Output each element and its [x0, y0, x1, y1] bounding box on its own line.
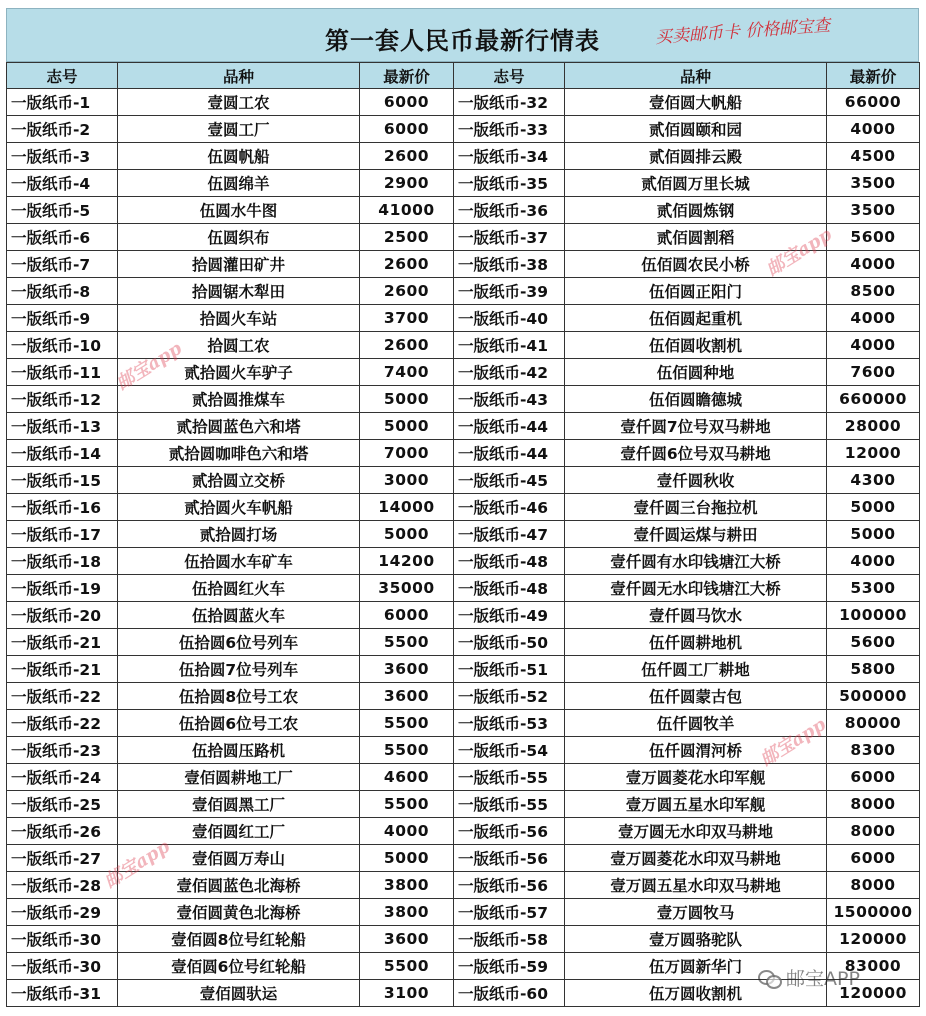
price-cell: 3500	[827, 170, 920, 197]
brand-label: 邮宝APP	[786, 968, 860, 990]
name-cell: 伍仟圆牧羊	[565, 710, 827, 737]
name-cell: 伍佰圆农民小桥	[565, 251, 827, 278]
table-row	[7, 494, 920, 521]
column-header: 最新价	[827, 63, 920, 89]
price-cell: 3800	[360, 899, 454, 926]
price-cell: 28000	[827, 413, 920, 440]
price-cell: 4000	[827, 332, 920, 359]
name-cell: 贰拾圆立交桥	[118, 467, 360, 494]
name-cell: 伍万圆收割机	[565, 980, 827, 1007]
table-row	[7, 818, 920, 845]
price-cell: 660000	[827, 386, 920, 413]
code-cell: 一版纸币-20	[7, 602, 118, 629]
price-cell: 6000	[827, 764, 920, 791]
name-cell: 伍拾圆7位号列车	[118, 656, 360, 683]
price-cell: 3500	[827, 197, 920, 224]
code-cell: 一版纸币-47	[454, 521, 565, 548]
name-cell: 贰佰圆割稻	[565, 224, 827, 251]
name-cell: 壹仟圆三台拖拉机	[565, 494, 827, 521]
code-cell: 一版纸币-9	[7, 305, 118, 332]
price-cell: 5500	[360, 737, 454, 764]
code-cell: 一版纸币-51	[454, 656, 565, 683]
name-cell: 壹仟圆6位号双马耕地	[565, 440, 827, 467]
price-cell: 4000	[827, 116, 920, 143]
price-cell: 2600	[360, 332, 454, 359]
name-cell: 壹万圆五星水印双马耕地	[565, 872, 827, 899]
code-cell: 一版纸币-25	[7, 791, 118, 818]
code-cell: 一版纸币-60	[454, 980, 565, 1007]
table-row	[7, 89, 920, 116]
price-cell: 8300	[827, 737, 920, 764]
price-cell: 14000	[360, 494, 454, 521]
title-bar	[6, 8, 919, 62]
price-cell: 120000	[827, 980, 920, 1007]
name-cell: 贰拾圆咖啡色六和塔	[118, 440, 360, 467]
column-header: 品种	[118, 63, 360, 89]
name-cell: 伍拾圆红火车	[118, 575, 360, 602]
price-cell: 5000	[827, 521, 920, 548]
table-row	[7, 467, 920, 494]
price-cell: 14200	[360, 548, 454, 575]
price-cell: 7600	[827, 359, 920, 386]
table-header-row	[7, 63, 920, 89]
code-cell: 一版纸币-23	[7, 737, 118, 764]
price-cell: 3600	[360, 683, 454, 710]
code-cell: 一版纸币-46	[454, 494, 565, 521]
price-cell: 5000	[360, 413, 454, 440]
name-cell: 拾圆火车站	[118, 305, 360, 332]
code-cell: 一版纸币-32	[454, 89, 565, 116]
table-row	[7, 413, 920, 440]
price-cell: 5000	[827, 494, 920, 521]
table-row	[7, 116, 920, 143]
watermark: 邮宝app	[756, 714, 830, 771]
price-sheet	[6, 8, 919, 1007]
table-row	[7, 386, 920, 413]
name-cell: 伍拾圆6位号工农	[118, 710, 360, 737]
code-cell: 一版纸币-21	[7, 629, 118, 656]
name-cell: 伍仟圆蒙古包	[565, 683, 827, 710]
code-cell: 一版纸币-43	[454, 386, 565, 413]
code-cell: 一版纸币-24	[7, 764, 118, 791]
price-cell: 3600	[360, 656, 454, 683]
price-cell: 7000	[360, 440, 454, 467]
name-cell: 壹万圆无水印双马耕地	[565, 818, 827, 845]
price-cell: 35000	[360, 575, 454, 602]
price-cell: 3700	[360, 305, 454, 332]
name-cell: 壹佰圆红工厂	[118, 818, 360, 845]
code-cell: 一版纸币-48	[454, 548, 565, 575]
column-header: 最新价	[360, 63, 454, 89]
table-row	[7, 953, 920, 980]
name-cell: 壹万圆五星水印军舰	[565, 791, 827, 818]
name-cell: 伍佰圆正阳门	[565, 278, 827, 305]
price-cell: 4000	[360, 818, 454, 845]
code-cell: 一版纸币-29	[7, 899, 118, 926]
table-row	[7, 143, 920, 170]
name-cell: 壹仟圆7位号双马耕地	[565, 413, 827, 440]
name-cell: 壹万圆菱花水印军舰	[565, 764, 827, 791]
name-cell: 壹仟圆有水印钱塘江大桥	[565, 548, 827, 575]
code-cell: 一版纸币-50	[454, 629, 565, 656]
name-cell: 壹仟圆马饮水	[565, 602, 827, 629]
name-cell: 壹佰圆耕地工厂	[118, 764, 360, 791]
table-row	[7, 764, 920, 791]
price-cell: 6000	[360, 602, 454, 629]
price-cell: 6000	[360, 116, 454, 143]
code-cell: 一版纸币-55	[454, 764, 565, 791]
code-cell: 一版纸币-44	[454, 413, 565, 440]
watermark: 邮宝app	[762, 224, 836, 281]
price-cell: 5500	[360, 791, 454, 818]
table-row	[7, 332, 920, 359]
name-cell: 伍仟圆耕地机	[565, 629, 827, 656]
table-row	[7, 548, 920, 575]
name-cell: 贰拾圆蓝色六和塔	[118, 413, 360, 440]
table-row	[7, 170, 920, 197]
table-row	[7, 980, 920, 1007]
name-cell: 壹仟圆无水印钱塘江大桥	[565, 575, 827, 602]
code-cell: 一版纸币-56	[454, 845, 565, 872]
name-cell: 贰佰圆炼钢	[565, 197, 827, 224]
name-cell: 伍佰圆起重机	[565, 305, 827, 332]
price-cell: 80000	[827, 710, 920, 737]
table-row	[7, 629, 920, 656]
name-cell: 拾圆锯木犁田	[118, 278, 360, 305]
name-cell: 壹佰圆6位号红轮船	[118, 953, 360, 980]
slogan: 买卖邮币卡 价格邮宝查	[654, 15, 831, 48]
table-row	[7, 305, 920, 332]
table-row	[7, 521, 920, 548]
code-cell: 一版纸币-28	[7, 872, 118, 899]
name-cell: 壹圆工厂	[118, 116, 360, 143]
code-cell: 一版纸币-21	[7, 656, 118, 683]
code-cell: 一版纸币-19	[7, 575, 118, 602]
page-title: 第一套人民币最新行情表	[325, 27, 600, 55]
table-row	[7, 224, 920, 251]
table-row	[7, 656, 920, 683]
table-row	[7, 872, 920, 899]
name-cell: 伍圆织布	[118, 224, 360, 251]
code-cell: 一版纸币-45	[454, 467, 565, 494]
name-cell: 壹仟圆运煤与耕田	[565, 521, 827, 548]
code-cell: 一版纸币-39	[454, 278, 565, 305]
table-row	[7, 440, 920, 467]
name-cell: 壹佰圆大帆船	[565, 89, 827, 116]
name-cell: 贰佰圆排云殿	[565, 143, 827, 170]
name-cell: 伍拾圆蓝火车	[118, 602, 360, 629]
price-cell: 500000	[827, 683, 920, 710]
price-cell: 41000	[360, 197, 454, 224]
price-cell: 5500	[360, 629, 454, 656]
code-cell: 一版纸币-15	[7, 467, 118, 494]
code-cell: 一版纸币-35	[454, 170, 565, 197]
name-cell: 壹佰圆8位号红轮船	[118, 926, 360, 953]
column-header: 志号	[7, 63, 118, 89]
code-cell: 一版纸币-7	[7, 251, 118, 278]
table-row	[7, 737, 920, 764]
table-row	[7, 683, 920, 710]
code-cell: 一版纸币-16	[7, 494, 118, 521]
name-cell: 壹万圆菱花水印双马耕地	[565, 845, 827, 872]
price-cell: 5000	[360, 386, 454, 413]
name-cell: 伍拾圆6位号列车	[118, 629, 360, 656]
price-cell: 2600	[360, 251, 454, 278]
table-row	[7, 278, 920, 305]
name-cell: 伍圆水牛图	[118, 197, 360, 224]
table-row	[7, 899, 920, 926]
table-row	[7, 197, 920, 224]
code-cell: 一版纸币-53	[454, 710, 565, 737]
table-row	[7, 710, 920, 737]
price-cell: 4600	[360, 764, 454, 791]
code-cell: 一版纸币-30	[7, 953, 118, 980]
price-cell: 4000	[827, 251, 920, 278]
price-cell: 5600	[827, 629, 920, 656]
price-cell: 4300	[827, 467, 920, 494]
price-cell: 5500	[360, 953, 454, 980]
name-cell: 壹万圆牧马	[565, 899, 827, 926]
code-cell: 一版纸币-58	[454, 926, 565, 953]
name-cell: 伍圆绵羊	[118, 170, 360, 197]
code-cell: 一版纸币-13	[7, 413, 118, 440]
price-cell: 4000	[827, 548, 920, 575]
name-cell: 伍拾圆8位号工农	[118, 683, 360, 710]
price-cell: 2600	[360, 278, 454, 305]
code-cell: 一版纸币-44	[454, 440, 565, 467]
code-cell: 一版纸币-11	[7, 359, 118, 386]
name-cell: 壹仟圆秋收	[565, 467, 827, 494]
name-cell: 壹佰圆万寿山	[118, 845, 360, 872]
table-row	[7, 251, 920, 278]
table-row	[7, 791, 920, 818]
table-row	[7, 575, 920, 602]
name-cell: 拾圆灌田矿井	[118, 251, 360, 278]
name-cell: 贰佰圆颐和园	[565, 116, 827, 143]
name-cell: 壹圆工农	[118, 89, 360, 116]
code-cell: 一版纸币-49	[454, 602, 565, 629]
name-cell: 拾圆工农	[118, 332, 360, 359]
price-cell: 8000	[827, 872, 920, 899]
price-cell: 5800	[827, 656, 920, 683]
name-cell: 伍仟圆工厂耕地	[565, 656, 827, 683]
name-cell: 贰拾圆打场	[118, 521, 360, 548]
table-row	[7, 845, 920, 872]
price-cell: 1500000	[827, 899, 920, 926]
code-cell: 一版纸币-40	[454, 305, 565, 332]
code-cell: 一版纸币-6	[7, 224, 118, 251]
name-cell: 壹佰圆黑工厂	[118, 791, 360, 818]
price-cell: 120000	[827, 926, 920, 953]
price-cell: 5000	[360, 845, 454, 872]
code-cell: 一版纸币-27	[7, 845, 118, 872]
column-header: 志号	[454, 63, 565, 89]
price-cell: 5000	[360, 521, 454, 548]
name-cell: 贰佰圆万里长城	[565, 170, 827, 197]
column-header: 品种	[565, 63, 827, 89]
name-cell: 贰拾圆火车帆船	[118, 494, 360, 521]
code-cell: 一版纸币-30	[7, 926, 118, 953]
code-cell: 一版纸币-54	[454, 737, 565, 764]
table-row	[7, 926, 920, 953]
price-cell: 4000	[827, 305, 920, 332]
code-cell: 一版纸币-37	[454, 224, 565, 251]
price-cell: 100000	[827, 602, 920, 629]
code-cell: 一版纸币-42	[454, 359, 565, 386]
price-cell: 2900	[360, 170, 454, 197]
code-cell: 一版纸币-17	[7, 521, 118, 548]
code-cell: 一版纸币-41	[454, 332, 565, 359]
price-cell: 8500	[827, 278, 920, 305]
code-cell: 一版纸币-10	[7, 332, 118, 359]
code-cell: 一版纸币-56	[454, 818, 565, 845]
name-cell: 伍佰圆种地	[565, 359, 827, 386]
price-cell: 3100	[360, 980, 454, 1007]
price-cell: 2500	[360, 224, 454, 251]
table-row	[7, 359, 920, 386]
name-cell: 贰拾圆火车驴子	[118, 359, 360, 386]
code-cell: 一版纸币-1	[7, 89, 118, 116]
code-cell: 一版纸币-18	[7, 548, 118, 575]
name-cell: 贰拾圆推煤车	[118, 386, 360, 413]
code-cell: 一版纸币-56	[454, 872, 565, 899]
code-cell: 一版纸币-12	[7, 386, 118, 413]
name-cell: 伍佰圆收割机	[565, 332, 827, 359]
price-cell: 5300	[827, 575, 920, 602]
watermark: 邮宝app	[100, 836, 174, 893]
price-cell: 5500	[360, 710, 454, 737]
code-cell: 一版纸币-52	[454, 683, 565, 710]
name-cell: 壹佰圆驮运	[118, 980, 360, 1007]
code-cell: 一版纸币-22	[7, 683, 118, 710]
price-cell: 66000	[827, 89, 920, 116]
price-cell: 4500	[827, 143, 920, 170]
name-cell: 壹佰圆黄色北海桥	[118, 899, 360, 926]
code-cell: 一版纸币-31	[7, 980, 118, 1007]
name-cell: 壹万圆骆驼队	[565, 926, 827, 953]
code-cell: 一版纸币-33	[454, 116, 565, 143]
name-cell: 壹佰圆蓝色北海桥	[118, 872, 360, 899]
code-cell: 一版纸币-48	[454, 575, 565, 602]
code-cell: 一版纸币-4	[7, 170, 118, 197]
price-table	[6, 62, 920, 1007]
name-cell: 伍万圆新华门	[565, 953, 827, 980]
code-cell: 一版纸币-57	[454, 899, 565, 926]
name-cell: 伍佰圆瞻德城	[565, 386, 827, 413]
code-cell: 一版纸币-55	[454, 791, 565, 818]
code-cell: 一版纸币-14	[7, 440, 118, 467]
code-cell: 一版纸币-3	[7, 143, 118, 170]
price-cell: 3600	[360, 926, 454, 953]
name-cell: 伍拾圆压路机	[118, 737, 360, 764]
price-cell: 6000	[827, 845, 920, 872]
price-cell: 12000	[827, 440, 920, 467]
price-cell: 3800	[360, 872, 454, 899]
code-cell: 一版纸币-34	[454, 143, 565, 170]
price-cell: 3000	[360, 467, 454, 494]
code-cell: 一版纸币-36	[454, 197, 565, 224]
code-cell: 一版纸币-22	[7, 710, 118, 737]
price-cell: 2600	[360, 143, 454, 170]
code-cell: 一版纸币-8	[7, 278, 118, 305]
price-cell: 7400	[360, 359, 454, 386]
table-row	[7, 602, 920, 629]
price-cell: 83000	[827, 953, 920, 980]
price-cell: 8000	[827, 818, 920, 845]
price-cell: 5600	[827, 224, 920, 251]
name-cell: 伍仟圆渭河桥	[565, 737, 827, 764]
watermark: 邮宝app	[112, 338, 186, 395]
code-cell: 一版纸币-38	[454, 251, 565, 278]
name-cell: 伍圆帆船	[118, 143, 360, 170]
code-cell: 一版纸币-2	[7, 116, 118, 143]
price-cell: 6000	[360, 89, 454, 116]
code-cell: 一版纸币-5	[7, 197, 118, 224]
code-cell: 一版纸币-26	[7, 818, 118, 845]
code-cell: 一版纸币-59	[454, 953, 565, 980]
price-cell: 8000	[827, 791, 920, 818]
name-cell: 伍拾圆水车矿车	[118, 548, 360, 575]
